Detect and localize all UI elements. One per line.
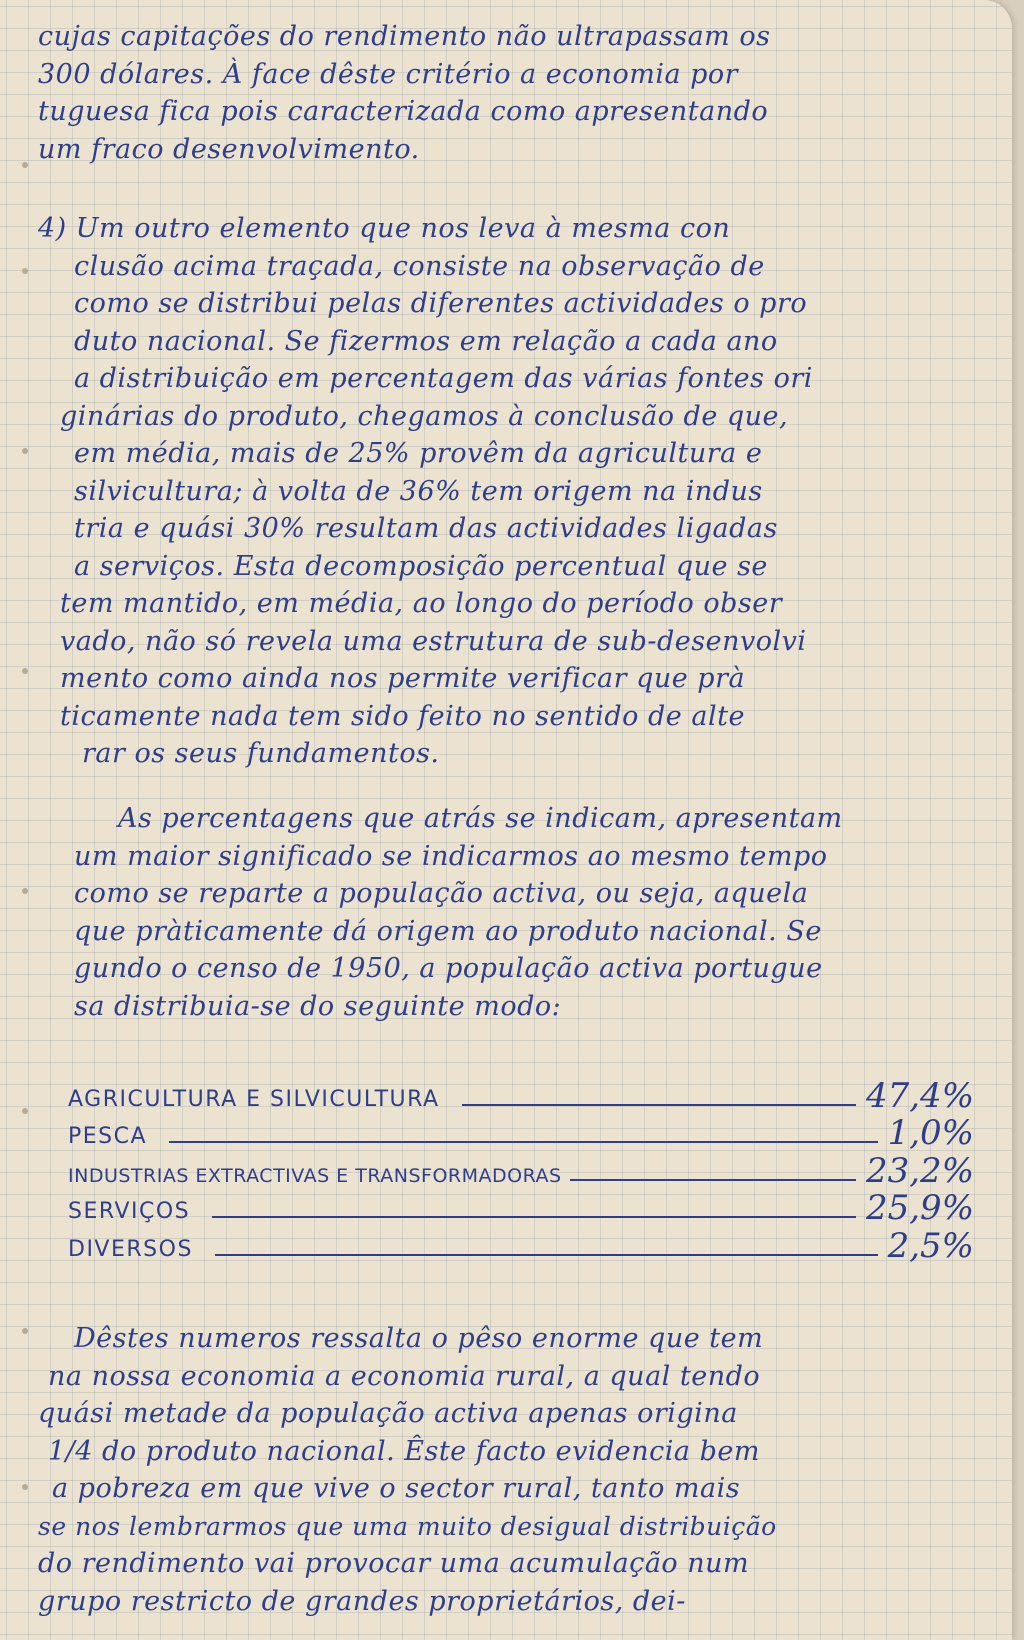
text-line: tem mantido, em média, ao longo do período obser	[60, 588, 783, 619]
punch-hole	[22, 668, 28, 674]
text-line: que pràticamente dá origem ao produto nacional. Se	[74, 915, 822, 947]
text-line: a serviços. Esta decomposição percentual que se	[74, 550, 768, 582]
sector-label: AGRICULTURA E SILVICULTURA	[68, 1086, 440, 1112]
text-line: ticamente nada tem sido feito no sentido de alte	[60, 700, 745, 732]
text-line: vado, não só revela uma estrutura de sub-desenvolvi	[60, 625, 807, 657]
text-line: a distribuição em percentagem das várias fontes ori	[74, 363, 813, 394]
table-row	[68, 1075, 974, 1116]
paragraph-2	[38, 210, 982, 773]
leader-line	[215, 1254, 878, 1256]
punch-hole	[22, 162, 28, 168]
sector-label: INDUSTRIAS EXTRACTIVAS E TRANSFORMADORAS	[68, 1164, 562, 1187]
text-line: cujas capitações do rendimento não ultrapassam os	[38, 21, 771, 52]
sector-percentage: 47,4%	[865, 1075, 974, 1116]
text-line: grupo restricto de grandes proprietários, dei-	[38, 1585, 686, 1617]
text-line: duto nacional. Se fizermos em relação a cada ano	[74, 325, 778, 357]
text-line: tuguesa fica pois caracterizada como apresentando	[38, 96, 769, 127]
text-line: como se reparte a população activa, ou seja, aquela	[74, 878, 809, 909]
punch-hole	[22, 268, 28, 274]
table-row	[68, 1113, 974, 1154]
text-line: gundo o censo de 1950, a população activa portugue	[74, 953, 823, 984]
text-line: sa distribuia-se do seguinte modo:	[74, 990, 562, 1022]
text-line: 300 dólares. À face dêste critério a economia por	[38, 58, 739, 90]
text-line: um fraco desenvolvimento.	[38, 133, 420, 165]
sector-label: DIVERSOS	[68, 1236, 193, 1262]
table-row	[68, 1225, 974, 1266]
table-row	[68, 1150, 974, 1191]
punch-hole	[22, 1328, 28, 1334]
punch-hole	[22, 888, 28, 894]
paragraph-1	[38, 18, 982, 168]
sector-percentage: 25,9%	[865, 1188, 974, 1228]
sector-percentage: 23,2%	[865, 1150, 974, 1191]
text-line: rar os seus fundamentos.	[82, 738, 440, 769]
text-line: Dêstes numeros ressalta o pêso enorme que tem	[74, 1323, 764, 1354]
text-line: tria e quási 30% resultam das actividades ligadas	[74, 513, 778, 544]
punch-hole	[22, 1484, 28, 1490]
leader-line	[169, 1141, 878, 1143]
sector-percentage: 1,0%	[887, 1113, 974, 1153]
text-line: um maior significado se indicarmos ao mesmo tempo	[74, 840, 828, 872]
sector-label: PESCA	[68, 1124, 148, 1149]
leader-line	[570, 1179, 856, 1181]
leader-line	[462, 1104, 856, 1106]
text-line: em média, mais de 25% provêm da agricultura e	[74, 438, 763, 469]
text-line: 1/4 do produto nacional. Êste facto evidencia bem	[48, 1435, 760, 1467]
text-line: como se distribui pelas diferentes actividades o pro	[74, 288, 808, 319]
text-line: quási metade da população activa apenas origina	[38, 1398, 738, 1429]
paragraph-3	[38, 800, 982, 1025]
text-line: As percentagens que atrás se indicam, apresentam	[118, 803, 843, 834]
text-line: se nos lembrarmos que uma muito desigual distribuição	[38, 1511, 777, 1541]
text-line: do rendimento vai provocar uma acumulação num	[38, 1548, 750, 1579]
population-distribution-table	[68, 1075, 974, 1266]
text-line: 4) Um outro elemento que nos leva à mesma con	[38, 213, 731, 244]
sector-label: SERVIÇOS	[68, 1199, 191, 1224]
text-line: ginárias do produto, chegamos à conclusão de que,	[60, 400, 789, 432]
punch-hole	[22, 1108, 28, 1114]
table-row	[68, 1188, 974, 1229]
text-line: silvicultura; à volta de 36% tem origem na indus	[74, 475, 763, 507]
leader-line	[212, 1216, 856, 1218]
text-line: a pobreza em que vive o sector rural, tanto mais	[52, 1473, 741, 1504]
text-line: na nossa economia a economia rural, a qual tendo	[48, 1360, 761, 1392]
sector-percentage: 2,5%	[887, 1225, 974, 1266]
text-line: mento como ainda nos permite verificar que prà	[60, 663, 746, 694]
paragraph-4	[38, 1320, 982, 1620]
punch-hole	[22, 448, 28, 454]
text-line: clusão acima traçada, consiste na observação de	[74, 250, 765, 282]
